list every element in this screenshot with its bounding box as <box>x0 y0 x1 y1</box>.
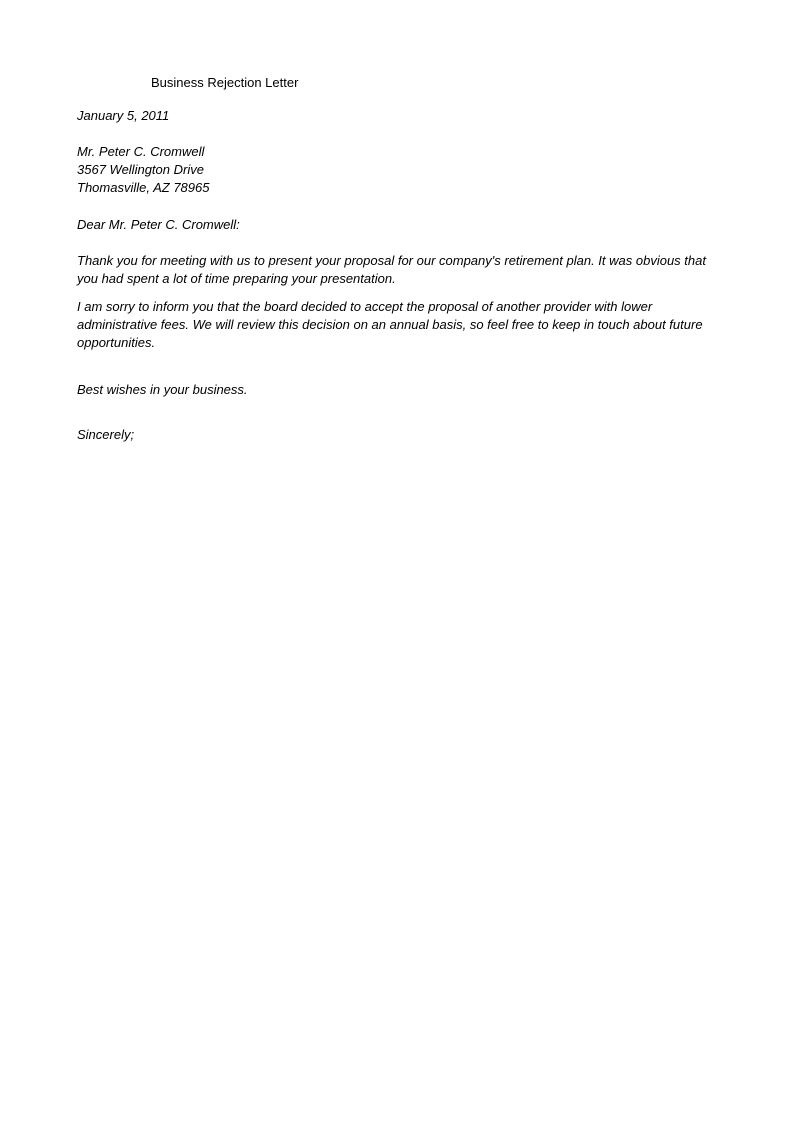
body-paragraph-2: I am sorry to inform you that the board decided to accept the proposal of another provider with lower administrative fees. We will review this decision on an annual basis, so feel free to keep in touch about future opportunities. <box>77 299 703 350</box>
recipient-street: 3567 Wellington Drive <box>77 162 204 177</box>
closing-wish: Best wishes in your business. <box>77 382 248 397</box>
letter-title: Business Rejection Letter <box>151 75 299 90</box>
body-paragraph-1: Thank you for meeting with us to present your proposal for our company's retirement plan. It was obvious that you had spent a lot of time preparing your presentation. <box>77 253 706 286</box>
recipient-name: Mr. Peter C. Cromwell <box>77 144 205 159</box>
sign-off: Sincerely; <box>77 427 135 442</box>
letter-date: January 5, 2011 <box>77 108 170 123</box>
salutation: Dear Mr. Peter C. Cromwell: <box>77 217 240 232</box>
recipient-city-state-zip: Thomasville, AZ 78965 <box>77 180 210 195</box>
